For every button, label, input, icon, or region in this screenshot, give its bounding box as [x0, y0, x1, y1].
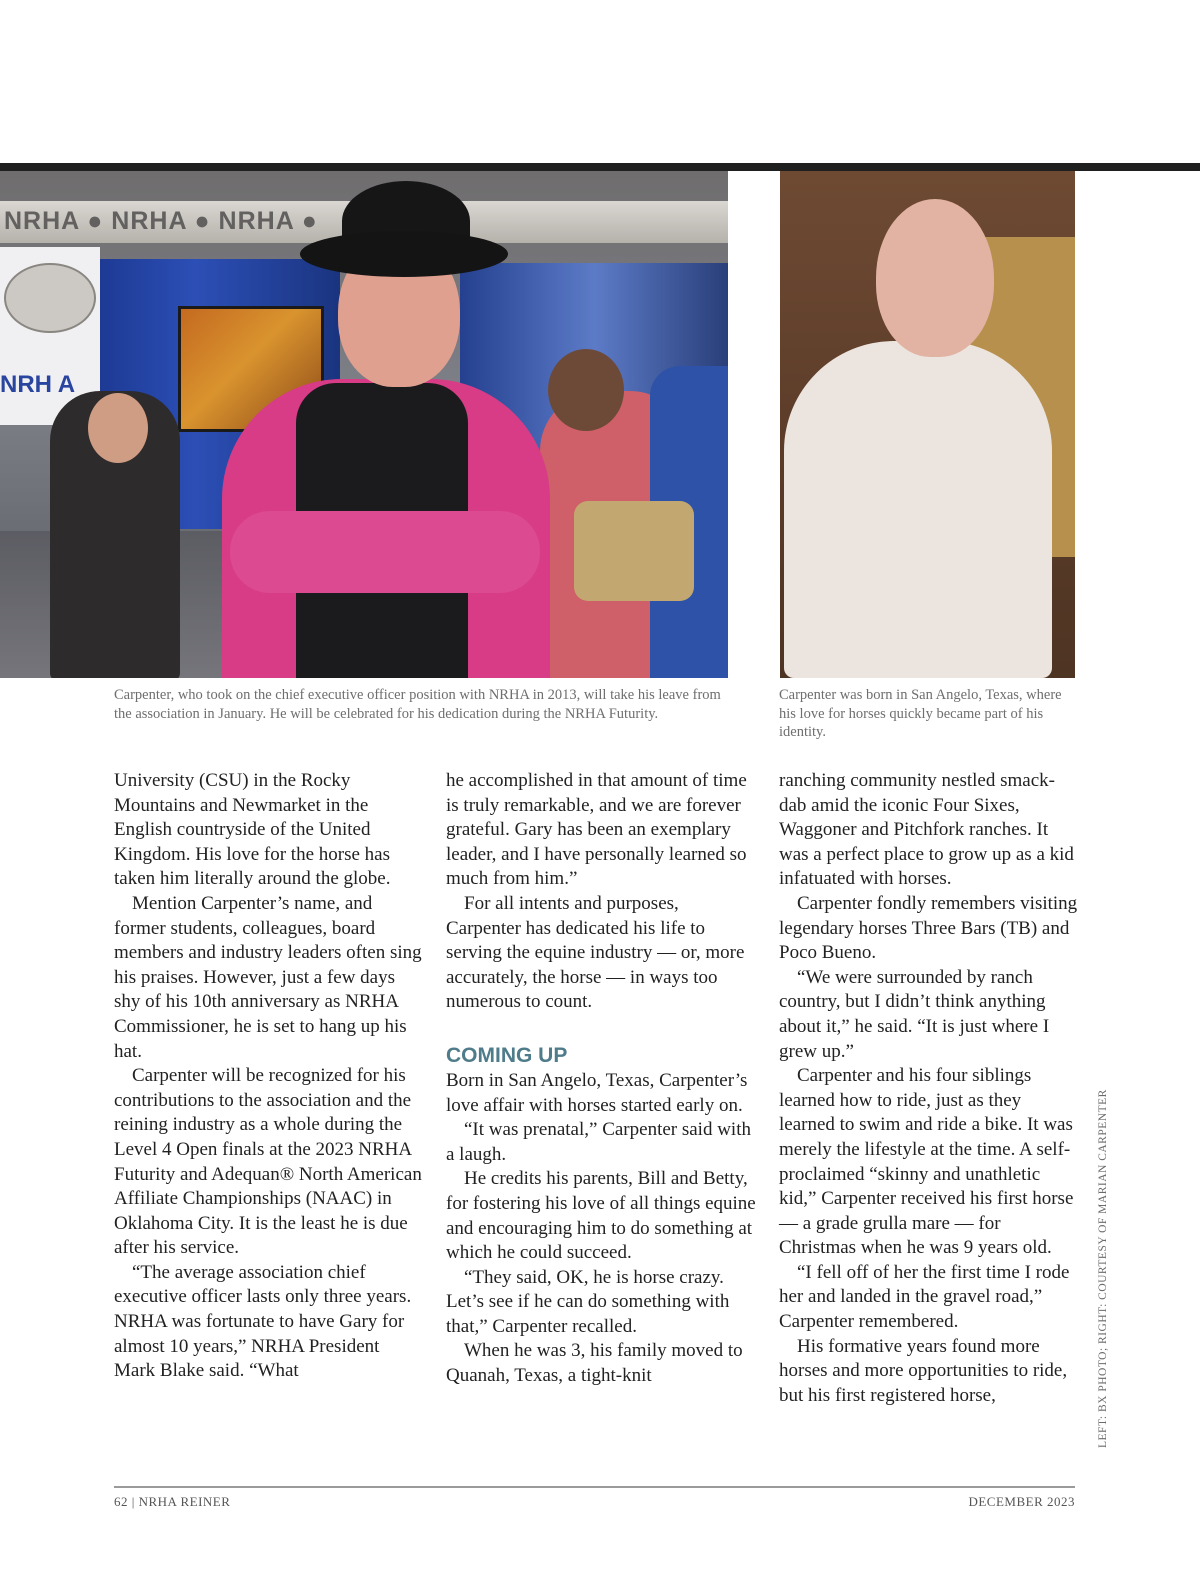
- issue-date: DECEMBER 2023: [968, 1494, 1075, 1509]
- paragraph: Carpenter will be recognized for his contributions to the association and the reining industry as a whole during the Level 4 Open finals at the 2023 NRHA Futurity and Adequan® North American Affiliate Championships (NAAC) in Oklahoma City. It is the least he is due after his service.: [114, 1065, 422, 1259]
- article-column-3: [779, 769, 1079, 1408]
- paragraph: When he was 3, his family moved to Quanah, Texas, a tight-knit: [446, 1340, 743, 1387]
- photo-carpenter-nrha-booth: [0, 171, 728, 678]
- paragraph: “They said, OK, he is horse crazy. Let’s see if he can do something with that,” Carpenter recalled.: [446, 1266, 730, 1337]
- paragraph: His formative years found more horses and more opportunities to ride, but his first registered horse,: [779, 1335, 1068, 1406]
- paragraph: he accomplished in that amount of time is truly remarkable, and we are forever grateful. Gary has been an exemplary leader, and I have personally learned so much from him.”: [446, 770, 747, 890]
- paragraph: “We were surrounded by ranch country, but I didn’t think anything about it,” he said. “It is just where I grew up.”: [779, 966, 1050, 1062]
- section-heading: COMING UP: [446, 1043, 568, 1067]
- photo-credit: LEFT: BX PHOTO; RIGHT: COURTESY OF MARIAN CARPENTER: [1097, 1089, 1109, 1448]
- paragraph: Carpenter and his four siblings learned how to ride, just as they learned to swim and ride a bike. It was merely the lifestyle at the time. A self-proclaimed “skinny and unathletic kid,” Carpenter received his first horse — a grade grulla mare — for Christmas when he was 9 years old.: [779, 1065, 1074, 1259]
- paragraph: Carpenter fondly remembers visiting legendary horses Three Bars (TB) and Poco Bueno.: [779, 892, 1078, 964]
- page-folio: 62 | NRHA REINER: [114, 1494, 231, 1509]
- photo-bag: [574, 501, 694, 601]
- paragraph: “It was prenatal,” Carpenter said with a laugh.: [446, 1119, 751, 1165]
- banner-text: NRHA ● NRHA ● NRHA ●: [4, 207, 318, 235]
- photo-bystander-right-head: [548, 349, 624, 431]
- paragraph: Mention Carpenter’s name, and former students, colleagues, board members and industry leaders often sing his praises. However, just a few days shy of his 10th anniversary as NRHA Commissioner, he is set to hang up his hat.: [114, 892, 422, 1062]
- photo-child-body: [784, 341, 1052, 678]
- paragraph: “I fell off of her the first time I rode her and landed in the gravel road,” Carpenter remembered.: [779, 1261, 1070, 1333]
- paragraph: Born in San Angelo, Texas, Carpenter’s love affair with horses started early on.: [446, 1069, 748, 1116]
- top-rule: [0, 163, 1200, 171]
- paragraph: “The average association chief executive officer lasts only three years. NRHA was fortunate to have Gary for almost 10 years,” NRHA President Mark Blake said. “What: [114, 1261, 412, 1382]
- photo-man-arms: [230, 511, 540, 593]
- photo-child-face: [876, 199, 994, 357]
- sign-text: NRH A: [0, 371, 76, 398]
- paragraph: For all intents and purposes, Carpenter has dedicated his life to serving the equine industry — or, more accurately, the horse — in ways too numerous to count.: [446, 892, 745, 1013]
- article-column-2: [446, 769, 756, 1389]
- photo-hat-brim: [300, 231, 508, 277]
- paragraph: He credits his parents, Bill and Betty, for fostering his love of all things equine and encouraging him to do something at which he could succeed.: [446, 1168, 756, 1264]
- footer-rule: [114, 1486, 1075, 1488]
- article-column-1: [114, 769, 424, 1384]
- caption-left: Carpenter, who took on the chief executive officer position with NRHA in 2013, will take his leave from the association in January. He will be celebrated for his dedication during the NRHA Futurity.: [114, 687, 721, 722]
- caption-right: Carpenter was born in San Angelo, Texas, where his love for horses quickly became part of his identity.: [779, 687, 1062, 740]
- photo-carpenter-child: [780, 171, 1075, 678]
- sign-logo-icon: [4, 263, 96, 333]
- paragraph: ranching community nestled smack-dab amid the iconic Four Sixes, Waggoner and Pitchfork ranches. It was a perfect place to grow up as a kid infatuated with horses.: [779, 770, 1074, 890]
- paragraph: University (CSU) in the Rocky Mountains and Newmarket in the English countryside of the United Kingdom. His love for the horse has taken him literally around the globe.: [114, 770, 391, 890]
- photo-bystander-left-head: [88, 393, 148, 463]
